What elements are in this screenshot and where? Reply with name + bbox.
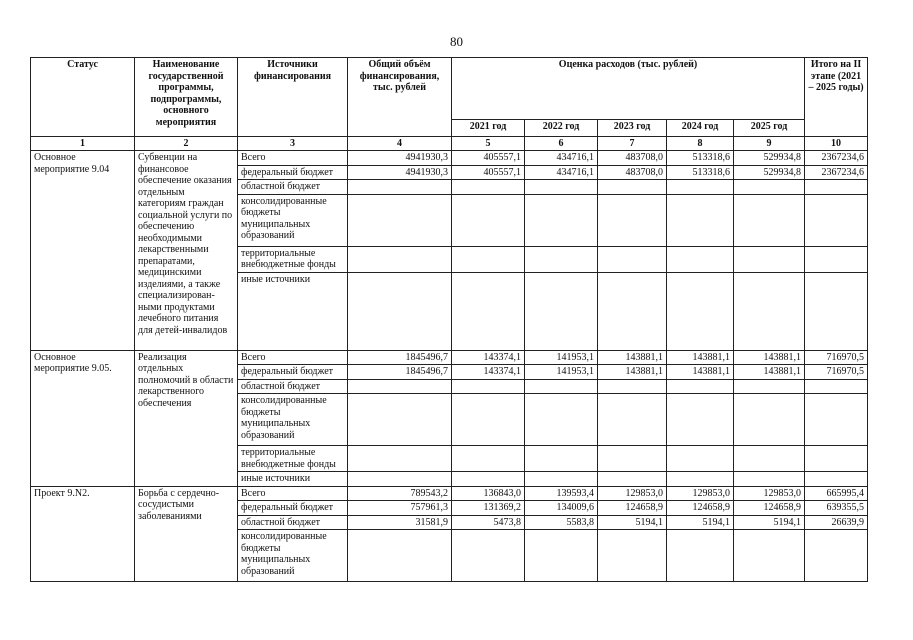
header-estimate: Оценка расходов (тыс. рублей) [452, 58, 805, 120]
amount-cell-y2023: 124658,9 [598, 501, 667, 516]
amount-cell-stage [805, 272, 868, 350]
amount-cell-y2025: 529934,8 [734, 151, 805, 166]
header-status: Статус [31, 58, 135, 137]
amount-cell-y2021 [452, 472, 525, 487]
amount-cell-y2022 [525, 472, 598, 487]
header-year-2025: 2025 год [734, 120, 805, 137]
amount-cell-y2025: 529934,8 [734, 165, 805, 180]
amount-cell-stage [805, 194, 868, 246]
amount-cell-y2023 [598, 194, 667, 246]
status-cell: Проект 9.N2. [31, 486, 135, 582]
funding-source-cell: федеральный бюджет [238, 165, 348, 180]
amount-cell-y2025 [734, 530, 805, 582]
amount-cell-y2024 [667, 472, 734, 487]
program-name-cell: Субвенции на финансовое обеспечение оказания отдельным категориям граждан социальной услуги по обеспечению необходимыми лекарственными препаратами, медицинскими изделиями, а также специализирован-ными продуктами лечебного питания для детей-инвалидов [135, 151, 238, 351]
table-row [31, 350, 868, 365]
amount-cell-stage: 2367234,6 [805, 165, 868, 180]
amount-cell-y2023 [598, 379, 667, 394]
amount-cell-y2021: 131369,2 [452, 501, 525, 516]
amount-cell-y2021 [452, 246, 525, 272]
amount-cell-y2025: 129853,0 [734, 486, 805, 501]
program-name-cell: Реализация отдельных полномочий в области лекарственного обеспечения [135, 350, 238, 486]
funding-source-cell: консолидированные бюджеты муниципальных образований [238, 194, 348, 246]
amount-cell-y2025: 124658,9 [734, 501, 805, 516]
amount-cell-y2025 [734, 194, 805, 246]
amount-cell-total [348, 446, 452, 472]
amount-cell-y2022 [525, 446, 598, 472]
amount-cell-y2022: 141953,1 [525, 365, 598, 380]
amount-cell-y2021: 405557,1 [452, 151, 525, 166]
amount-cell-stage: 665995,4 [805, 486, 868, 501]
amount-cell-y2024: 5194,1 [667, 515, 734, 530]
amount-cell-stage: 639355,5 [805, 501, 868, 516]
program-name-cell: Борьба с сердечно-сосудистыми заболеваниями [135, 486, 238, 582]
amount-cell-total: 4941930,3 [348, 151, 452, 166]
table-row [31, 486, 868, 501]
amount-cell-y2024: 124658,9 [667, 501, 734, 516]
amount-cell-y2023 [598, 272, 667, 350]
amount-cell-y2023 [598, 472, 667, 487]
amount-cell-y2025: 143881,1 [734, 350, 805, 365]
amount-cell-total: 1845496,7 [348, 350, 452, 365]
amount-cell-y2024: 513318,6 [667, 151, 734, 166]
amount-cell-y2021: 136843,0 [452, 486, 525, 501]
amount-cell-y2024: 143881,1 [667, 350, 734, 365]
amount-cell-y2024 [667, 446, 734, 472]
col-number: 5 [452, 137, 525, 151]
header-year-2022: 2022 год [525, 120, 598, 137]
funding-source-cell: иные источники [238, 472, 348, 487]
amount-cell-y2024 [667, 246, 734, 272]
amount-cell-y2023: 483708,0 [598, 151, 667, 166]
amount-cell-y2022 [525, 379, 598, 394]
amount-cell-y2022 [525, 194, 598, 246]
amount-cell-y2024 [667, 530, 734, 582]
amount-cell-y2024 [667, 180, 734, 195]
amount-cell-total [348, 194, 452, 246]
table-body [31, 151, 868, 582]
amount-cell-y2023: 143881,1 [598, 365, 667, 380]
amount-cell-y2024: 143881,1 [667, 365, 734, 380]
amount-cell-y2021: 143374,1 [452, 350, 525, 365]
funding-source-cell: областной бюджет [238, 180, 348, 195]
amount-cell-total: 757961,3 [348, 501, 452, 516]
amount-cell-y2021 [452, 530, 525, 582]
amount-cell-y2024: 129853,0 [667, 486, 734, 501]
amount-cell-y2024 [667, 272, 734, 350]
amount-cell-stage [805, 530, 868, 582]
col-number: 6 [525, 137, 598, 151]
amount-cell-y2023 [598, 394, 667, 446]
amount-cell-y2022: 141953,1 [525, 350, 598, 365]
amount-cell-y2021 [452, 180, 525, 195]
amount-cell-stage: 716970,5 [805, 350, 868, 365]
funding-source-cell: территориальные внебюджетные фонды [238, 246, 348, 272]
funding-source-cell: консолидированные бюджеты муниципальных образований [238, 530, 348, 582]
amount-cell-y2022: 434716,1 [525, 151, 598, 166]
amount-cell-y2022 [525, 272, 598, 350]
amount-cell-y2022: 434716,1 [525, 165, 598, 180]
status-cell: Основное мероприятие 9.05. [31, 350, 135, 486]
header-year-2021: 2021 год [452, 120, 525, 137]
amount-cell-y2022 [525, 246, 598, 272]
funding-source-cell: Всего [238, 350, 348, 365]
amount-cell-stage [805, 180, 868, 195]
amount-cell-y2025 [734, 272, 805, 350]
page-number: 80 [450, 34, 463, 49]
amount-cell-y2024: 513318,6 [667, 165, 734, 180]
amount-cell-y2023: 143881,1 [598, 350, 667, 365]
amount-cell-y2022 [525, 180, 598, 195]
table-row [31, 151, 868, 166]
col-number: 2 [135, 137, 238, 151]
amount-cell-total: 31581,9 [348, 515, 452, 530]
amount-cell-y2023: 483708,0 [598, 165, 667, 180]
funding-source-cell: территориальные внебюджетные фонды [238, 446, 348, 472]
funding-source-cell: федеральный бюджет [238, 365, 348, 380]
amount-cell-y2021: 5473,8 [452, 515, 525, 530]
funding-source-cell: областной бюджет [238, 379, 348, 394]
amount-cell-total: 4941930,3 [348, 165, 452, 180]
amount-cell-y2023 [598, 446, 667, 472]
amount-cell-y2024 [667, 194, 734, 246]
amount-cell-stage [805, 446, 868, 472]
amount-cell-y2025 [734, 472, 805, 487]
header-source: Источники финансирования [238, 58, 348, 137]
amount-cell-y2021 [452, 272, 525, 350]
header-year-2024: 2024 год [667, 120, 734, 137]
amount-cell-y2021 [452, 379, 525, 394]
amount-cell-total [348, 180, 452, 195]
amount-cell-total: 1845496,7 [348, 365, 452, 380]
amount-cell-y2025 [734, 446, 805, 472]
amount-cell-total [348, 379, 452, 394]
amount-cell-y2025: 5194,1 [734, 515, 805, 530]
amount-cell-y2024 [667, 379, 734, 394]
amount-cell-stage [805, 472, 868, 487]
funding-source-cell: областной бюджет [238, 515, 348, 530]
amount-cell-y2022: 5583,8 [525, 515, 598, 530]
amount-cell-y2021: 143374,1 [452, 365, 525, 380]
col-number: 9 [734, 137, 805, 151]
amount-cell-stage: 716970,5 [805, 365, 868, 380]
amount-cell-stage: 26639,9 [805, 515, 868, 530]
col-number: 10 [805, 137, 868, 151]
amount-cell-y2021 [452, 194, 525, 246]
funding-source-cell: федеральный бюджет [238, 501, 348, 516]
amount-cell-total [348, 246, 452, 272]
header-year-2023: 2023 год [598, 120, 667, 137]
amount-cell-y2022: 134009,6 [525, 501, 598, 516]
amount-cell-y2022: 139593,4 [525, 486, 598, 501]
col-number: 4 [348, 137, 452, 151]
status-cell: Основное мероприятие 9.04 [31, 151, 135, 351]
amount-cell-y2023: 5194,1 [598, 515, 667, 530]
header-total: Общий объём финансирования, тыс. рублей [348, 58, 452, 137]
funding-source-cell: Всего [238, 486, 348, 501]
column-number-row [31, 137, 868, 151]
col-number: 8 [667, 137, 734, 151]
header-name: Наименование государственной программы, подпрограммы, основного мероприятия [135, 58, 238, 137]
amount-cell-y2025 [734, 180, 805, 195]
amount-cell-y2021: 405557,1 [452, 165, 525, 180]
amount-cell-y2021 [452, 394, 525, 446]
amount-cell-y2025 [734, 379, 805, 394]
header-stage-total: Итого на II этапе (2021 – 2025 годы) [805, 58, 868, 137]
funding-source-cell: Всего [238, 151, 348, 166]
amount-cell-y2023 [598, 530, 667, 582]
budget-table [30, 57, 868, 582]
amount-cell-y2023 [598, 180, 667, 195]
amount-cell-y2025: 143881,1 [734, 365, 805, 380]
amount-cell-y2022 [525, 394, 598, 446]
amount-cell-total [348, 394, 452, 446]
funding-source-cell: консолидированные бюджеты муниципальных образований [238, 394, 348, 446]
amount-cell-y2022 [525, 530, 598, 582]
funding-source-cell: иные источники [238, 272, 348, 350]
amount-cell-total [348, 272, 452, 350]
amount-cell-total: 789543,2 [348, 486, 452, 501]
amount-cell-stage: 2367234,6 [805, 151, 868, 166]
amount-cell-total [348, 530, 452, 582]
amount-cell-y2023: 129853,0 [598, 486, 667, 501]
amount-cell-total [348, 472, 452, 487]
col-number: 7 [598, 137, 667, 151]
amount-cell-stage [805, 379, 868, 394]
amount-cell-y2023 [598, 246, 667, 272]
amount-cell-y2024 [667, 394, 734, 446]
amount-cell-y2021 [452, 446, 525, 472]
amount-cell-y2025 [734, 394, 805, 446]
col-number: 3 [238, 137, 348, 151]
amount-cell-y2025 [734, 246, 805, 272]
amount-cell-stage [805, 394, 868, 446]
amount-cell-stage [805, 246, 868, 272]
col-number: 1 [31, 137, 135, 151]
